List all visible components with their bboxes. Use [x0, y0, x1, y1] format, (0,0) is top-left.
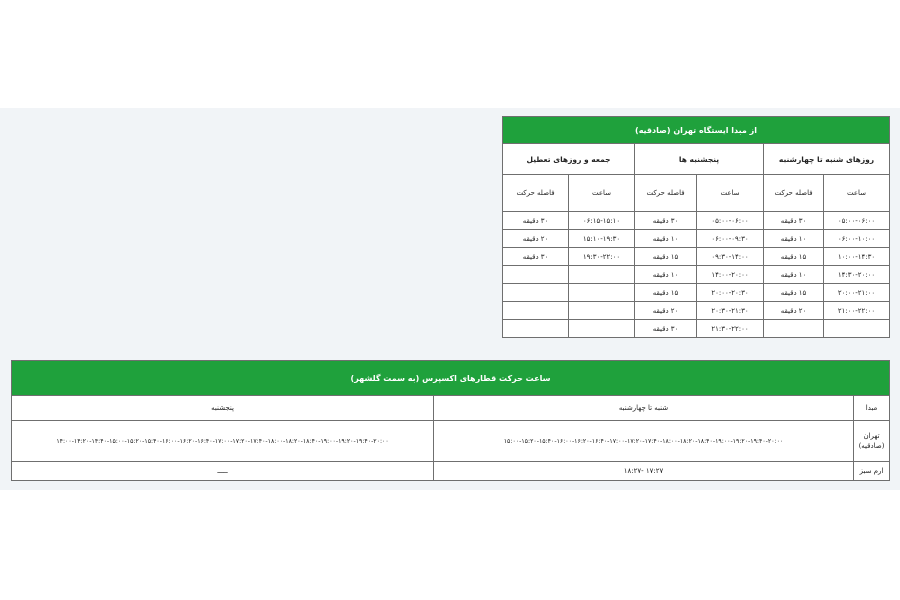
table-row — [503, 320, 890, 338]
origin-tehran: تهران (صادقیه) — [854, 421, 890, 462]
col-interval: فاصله حرکت — [503, 175, 569, 212]
table-cell — [503, 320, 569, 338]
table-cell: ۰۶:۰۰-۰۹:۳۰ — [697, 230, 764, 248]
table-cell: ۲۱:۰۰-۲۲:۰۰ — [824, 302, 890, 320]
table-cell — [569, 266, 635, 284]
table-cell — [764, 320, 824, 338]
table-row — [503, 230, 890, 248]
table-cell: ۱۰ دقیقه — [764, 230, 824, 248]
table-cell: ۱۰ دقیقه — [635, 266, 697, 284]
col-time: ساعت — [824, 175, 890, 212]
schedule-thursday: ـــــ — [12, 462, 434, 481]
table-cell: ۱۵ دقیقه — [635, 248, 697, 266]
origin-eram-sabz: ارم سبز — [854, 462, 890, 481]
table-cell: ۱۹:۳۰-۲۲:۰۰ — [569, 248, 635, 266]
schedule-thursday: ۱۴:۰۰-۱۴:۲۰-۱۴:۴۰-۱۵:۰۰-۱۵:۲۰-۱۵:۴۰-۱۶:۰۰-۱۶:۲۰-۱۶:۴۰-۱۷:۰۰-۱۷:۲۰-۱۷:۴۰-۱۸:۰۰-۱۸:۲۰-۱۸:۴۰-۱۹:۰۰-۱۹:۲۰-۱۹:۴۰-۲۰:۰۰ — [12, 421, 434, 462]
table2-title: ساعت حرکت قطارهای اکسپرس (به سمت گلشهر) — [12, 361, 890, 396]
table-cell: ۲۰ دقیقه — [503, 230, 569, 248]
col-interval: فاصله حرکت — [635, 175, 697, 212]
table-cell: ۱۰ دقیقه — [635, 230, 697, 248]
table-row — [503, 212, 890, 230]
table-cell: ۱۵ دقیقه — [764, 248, 824, 266]
schedule-sat-wed: ۱۷:۲۷ -۱۸:۲۷ — [434, 462, 854, 481]
table-cell: ۰۶:۱۵-۱۵:۱۰ — [569, 212, 635, 230]
table-row — [12, 421, 890, 462]
table-cell — [503, 266, 569, 284]
table-cell: ۱۴:۰۰-۲۰:۰۰ — [697, 266, 764, 284]
group-thursday: پنجشنبه ها — [635, 144, 764, 175]
table-cell: ۲۰:۰۰-۲۱:۰۰ — [824, 284, 890, 302]
group-friday-holidays: جمعه و روزهای تعطیل — [503, 144, 635, 175]
table-cell: ۱۰ دقیقه — [764, 266, 824, 284]
table-cell: ۱۴:۳۰-۲۰:۰۰ — [824, 266, 890, 284]
schedule-sat-wed: ۱۵:۰۰-۱۵:۲۰-۱۵:۴۰-۱۶:۰۰-۱۶:۲۰-۱۶:۴۰-۱۷:۰۰-۱۷:۲۰-۱۷:۴۰-۱۸:۰۰-۱۸:۲۰-۱۸:۴۰-۱۹:۰۰-۱۹:۲۰-۱۹:۴۰-۲۰:۰۰ — [434, 421, 854, 462]
group-sat-wed: روزهای شنبه تا چهارشنبه — [764, 144, 890, 175]
table-cell: ۲۱:۳۰-۲۲:۰۰ — [697, 320, 764, 338]
table-cell: ۲۰ دقیقه — [764, 302, 824, 320]
table-cell — [824, 320, 890, 338]
express-schedule-table — [11, 360, 890, 481]
table-cell: ۳۰ دقیقه — [635, 212, 697, 230]
table1-title: از مبدا ایستگاه تهران (صادقیه) — [503, 117, 890, 144]
table-cell: ۰۹:۳۰-۱۴:۰۰ — [697, 248, 764, 266]
table-cell: ۱۰:۰۰-۱۴:۳۰ — [824, 248, 890, 266]
table-cell: ۲۰:۰۰-۲۰:۳۰ — [697, 284, 764, 302]
col-interval: فاصله حرکت — [764, 175, 824, 212]
table-cell: ۰۵:۰۰-۰۶:۰۰ — [824, 212, 890, 230]
table-row — [503, 248, 890, 266]
col-thursday: پنجشنبه — [12, 396, 434, 421]
table-cell: ۲۰ دقیقه — [635, 302, 697, 320]
table-cell: ۳۰ دقیقه — [503, 212, 569, 230]
col-time: ساعت — [697, 175, 764, 212]
table-cell — [503, 302, 569, 320]
table-row — [12, 462, 890, 481]
table-cell: ۳۰ دقیقه — [635, 320, 697, 338]
table-cell: ۱۵ دقیقه — [635, 284, 697, 302]
table-cell: ۲۰:۳۰-۲۱:۳۰ — [697, 302, 764, 320]
col-origin: مبدا — [854, 396, 890, 421]
table-row — [503, 284, 890, 302]
col-time: ساعت — [569, 175, 635, 212]
table-cell: ۱۵:۱۰-۱۹:۳۰ — [569, 230, 635, 248]
table-row — [503, 266, 890, 284]
col-sat-wed: شنبه تا چهارشنبه — [434, 396, 854, 421]
table-cell: ۱۵ دقیقه — [764, 284, 824, 302]
table-row — [503, 302, 890, 320]
table-cell — [569, 284, 635, 302]
schedule-table-sadeghieh — [502, 116, 890, 338]
table-cell: ۰۵:۰۰-۰۶:۰۰ — [697, 212, 764, 230]
table-cell — [503, 284, 569, 302]
table-cell — [569, 320, 635, 338]
table-cell: ۰۶:۰۰-۱۰:۰۰ — [824, 230, 890, 248]
table-cell: ۳۰ دقیقه — [764, 212, 824, 230]
table-cell — [569, 302, 635, 320]
table-cell: ۳۰ دقیقه — [503, 248, 569, 266]
